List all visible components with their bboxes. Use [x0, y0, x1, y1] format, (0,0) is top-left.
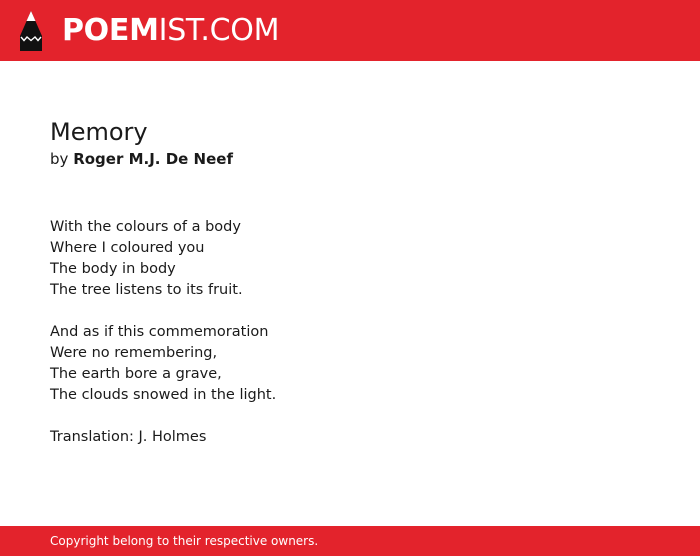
- site-footer: [0, 526, 700, 556]
- poem-line: The clouds snowed in the light.: [50, 387, 277, 403]
- logo-text-light: IST.COM: [158, 13, 280, 48]
- poem-line: The earth bore a grave,: [50, 366, 222, 382]
- poem-line: Where I coloured you: [50, 240, 205, 256]
- poem-line: The body in body: [50, 261, 176, 277]
- poem-line: With the colours of a body: [50, 219, 241, 235]
- poem-line: The tree listens to its fruit.: [50, 282, 243, 298]
- site-logo-link[interactable]: [18, 10, 279, 52]
- site-header: [0, 0, 700, 61]
- copyright-text: Copyright belong to their respective owners.: [50, 534, 319, 548]
- author-name: Roger M.J. De Neef: [73, 150, 233, 168]
- by-label: by: [50, 150, 69, 168]
- byline: [50, 148, 650, 170]
- translation-credit: Translation: J. Holmes: [50, 429, 207, 445]
- stanza: [50, 217, 650, 301]
- logo-wordmark: [62, 10, 279, 52]
- pen-nib-icon: [18, 10, 44, 52]
- poem-title: Memory: [50, 118, 148, 146]
- poem-line: And as if this commemoration: [50, 324, 269, 340]
- poem-content: [50, 116, 650, 448]
- poem-line: Were no remembering,: [50, 345, 218, 361]
- logo-text-bold: POEM: [62, 13, 159, 48]
- stanza: [50, 322, 650, 406]
